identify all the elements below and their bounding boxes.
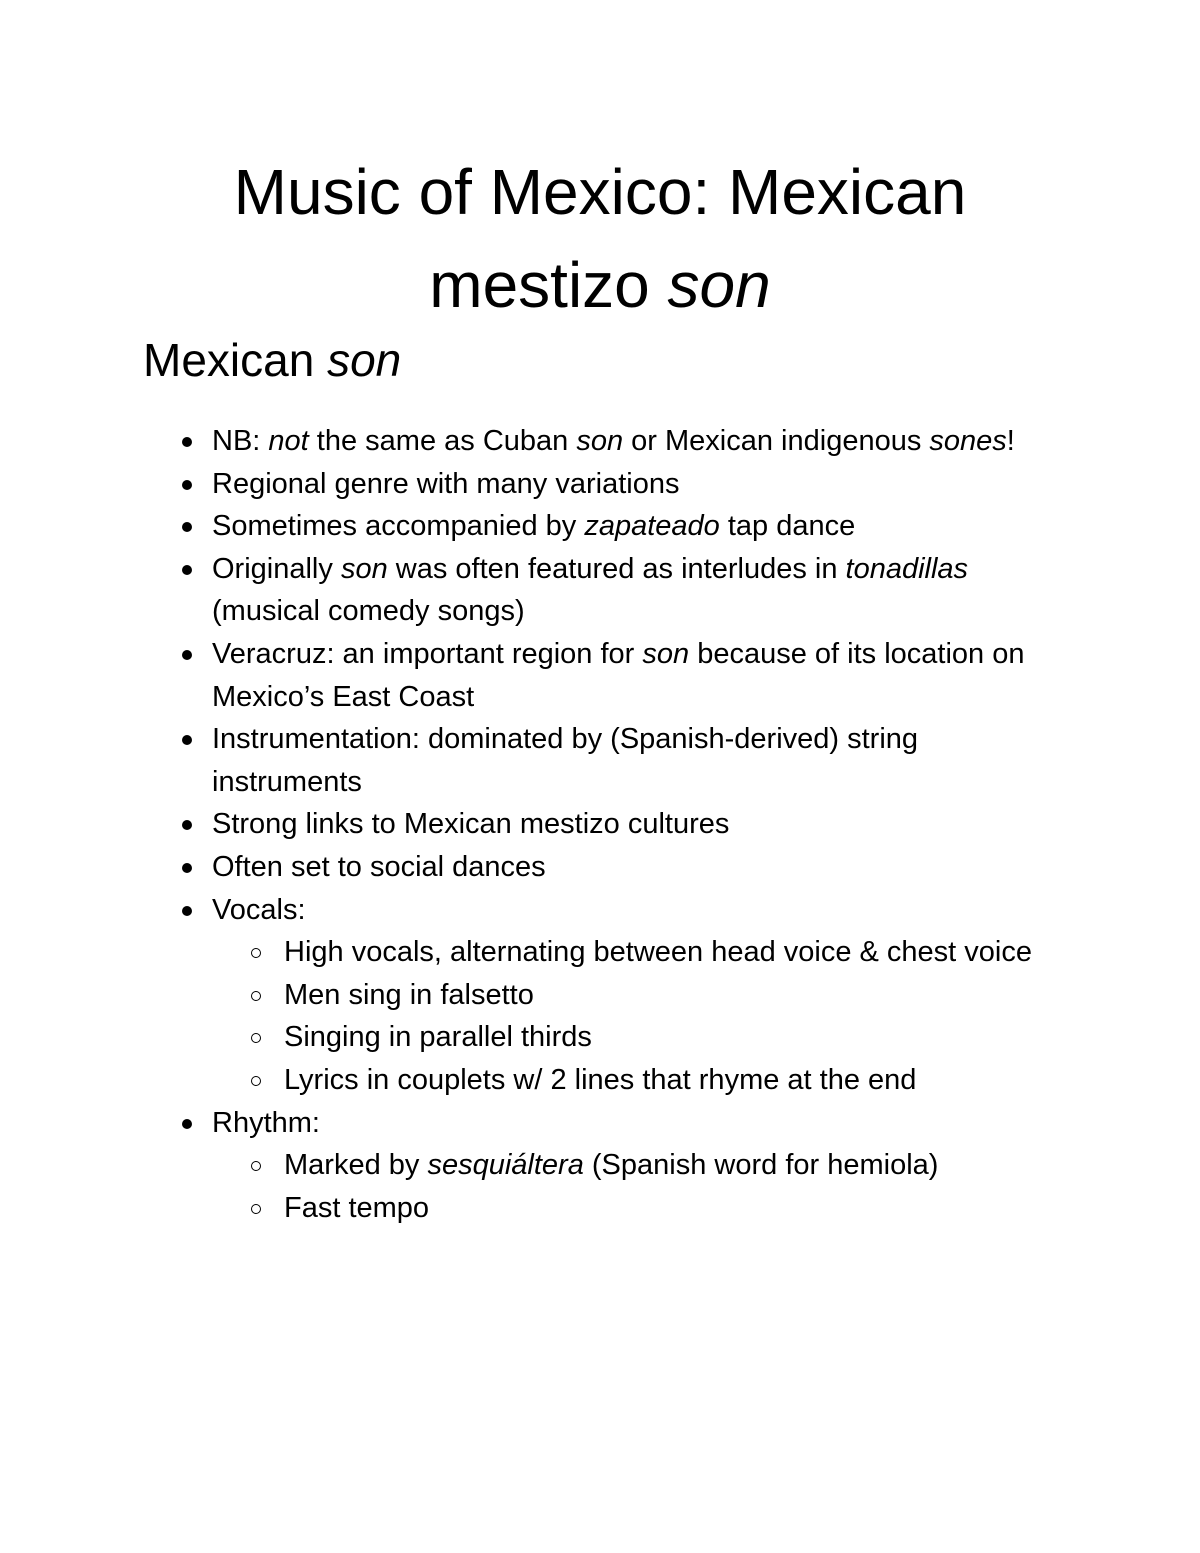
filled-bullet-icon	[182, 1119, 192, 1129]
list-item	[0, 1102, 1200, 1145]
italic-text: son	[340, 552, 388, 585]
filled-bullet-icon	[182, 480, 192, 490]
item-text: Rhythm:	[212, 1106, 320, 1139]
filled-bullet-icon	[182, 906, 192, 916]
sub-list-item	[0, 974, 1200, 1017]
title-line-2-plain: mestizo	[429, 249, 668, 321]
section-heading-italic: son	[327, 334, 402, 386]
hollow-bullet-icon	[251, 948, 261, 958]
list-item	[0, 633, 1200, 718]
hollow-bullet-icon	[251, 1161, 261, 1171]
item-text: NB:	[212, 425, 269, 457]
list-item	[0, 718, 1200, 803]
item-text: Lyrics in couplets w/ 2 lines that rhyme at the end	[284, 1063, 917, 1096]
filled-bullet-icon	[182, 650, 192, 660]
list-item	[0, 505, 1200, 548]
italic-text: zapateado	[584, 510, 720, 543]
item-text: Instrumentation: dominated by (Spanish-derived) string instruments	[212, 723, 927, 798]
hollow-bullet-icon	[251, 1033, 261, 1043]
item-text: Men sing in falsetto	[284, 978, 534, 1011]
sub-list-item	[0, 1144, 1200, 1187]
sub-list-item	[0, 1016, 1200, 1059]
item-text: Originally	[212, 552, 341, 585]
filled-bullet-icon	[182, 437, 192, 447]
sub-list-item	[0, 931, 1200, 974]
italic-text: sones	[929, 425, 1007, 457]
filled-bullet-icon	[182, 863, 192, 873]
filled-bullet-icon	[182, 735, 192, 745]
filled-bullet-icon	[182, 820, 192, 830]
item-text: !	[1006, 425, 1015, 457]
item-text: (musical comedy songs)	[212, 552, 977, 628]
item-text: Strong links to Mexican mestizo cultures	[212, 808, 730, 841]
list-item	[0, 548, 1200, 633]
title-line-1: Music of Mexico: Mexican	[233, 156, 967, 228]
hollow-bullet-icon	[251, 1076, 261, 1086]
item-text: Often set to social dances	[212, 850, 546, 883]
item-text: Regional genre with many variations	[212, 467, 680, 500]
italic-text: tonadillas	[845, 552, 969, 585]
item-text: (Spanish word for hemiola)	[583, 1149, 939, 1182]
item-text: Sometimes accompanied by	[212, 510, 585, 543]
italic-text: son	[576, 425, 624, 457]
document-title	[0, 146, 1200, 332]
item-text: the same as Cuban	[308, 425, 577, 457]
section-heading	[143, 330, 401, 390]
hollow-bullet-icon	[251, 1204, 261, 1214]
filled-bullet-icon	[182, 565, 192, 575]
section-heading-plain: Mexican	[143, 334, 328, 386]
item-text: Fast tempo	[284, 1191, 430, 1224]
item-text: Veracruz: an important region for	[212, 637, 643, 670]
hollow-bullet-icon	[251, 991, 261, 1001]
list-item	[0, 803, 1200, 846]
item-text: High vocals, alternating between head voice & chest voice	[284, 936, 1032, 969]
item-text: Vocals:	[212, 893, 306, 926]
sub-list-item	[0, 1059, 1200, 1102]
italic-text: son	[642, 637, 690, 670]
italic-text: sesquiáltera	[427, 1149, 584, 1182]
filled-bullet-icon	[182, 522, 192, 532]
list-item	[0, 889, 1200, 932]
item-text: tap dance	[719, 510, 856, 543]
sub-list-item	[0, 1187, 1200, 1230]
item-text: because of its location on Mexico’s East Coast	[212, 637, 1033, 713]
item-text: was often featured as interludes in	[387, 552, 846, 585]
item-text: or Mexican indigenous	[623, 425, 930, 457]
italic-text: not	[268, 425, 309, 457]
item-text: Marked by	[284, 1149, 428, 1182]
item-text: Singing in parallel thirds	[284, 1021, 592, 1054]
title-line-2-italic: son	[667, 249, 771, 321]
list-item	[0, 420, 1200, 463]
bullet-list	[0, 420, 1200, 1229]
list-item	[0, 463, 1200, 506]
list-item	[0, 846, 1200, 889]
